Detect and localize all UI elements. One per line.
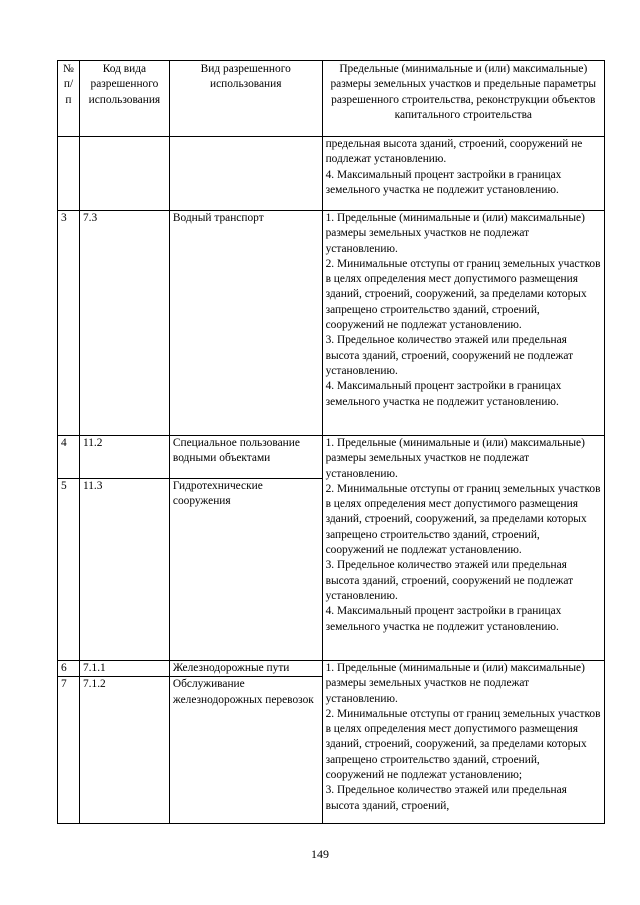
parameter-item: 1. Предельные (минимальные и (или) максимальные) размеры земельных участков не подлежат установлению. (325, 437, 585, 480)
row-number (58, 137, 80, 211)
table-row (58, 211, 605, 436)
parameter-item: предельная высота зданий, строений, сооружений не подлежат установлению. (325, 138, 583, 166)
row-code (79, 137, 169, 211)
row-code: 7.3 (79, 211, 169, 436)
parameter-item: 4. Максимальный процент застройки в границах земельного участка не подлежит установлению. (325, 168, 562, 196)
parameter-item: 3. Предельное количество этажей или предельная высота зданий, строений, сооружений не подлежат установлению. (325, 559, 574, 602)
row-parameters (322, 211, 604, 436)
row-number: 3 (58, 211, 80, 436)
table-header-row (58, 61, 605, 137)
row-number: 5 (58, 479, 80, 661)
page-number: 149 (311, 847, 329, 861)
row-number: 4 (58, 436, 80, 479)
row-use-type: Гидротехнические сооружения (169, 479, 322, 661)
row-parameters (322, 661, 604, 824)
row-code: 11.2 (79, 436, 169, 479)
row-use-type (169, 137, 322, 211)
header-number: № п/п (58, 61, 80, 137)
parameter-item: 4. Максимальный процент застройки в границах земельного участка не подлежит установлению. (325, 380, 562, 408)
row-parameters (322, 137, 604, 211)
row-use-type: Водный транспорт (169, 211, 322, 436)
table-row (58, 137, 605, 211)
header-parameters: Предельные (минимальные и (или) максимальные) размеры земельных участков и предельные параметры разрешенного строительства, реконструкции объектов капитального строительства (322, 61, 604, 137)
row-use-type: Обслуживание железнодорожных перевозок (169, 677, 322, 824)
table-row (58, 436, 605, 479)
row-use-type: Специальное пользование водными объектами (169, 436, 322, 479)
parameter-item: 3. Предельное количество этажей или предельная высота зданий, строений, (325, 784, 567, 812)
header-use-type: Вид разрешенного использования (169, 61, 322, 137)
row-code: 11.3 (79, 479, 169, 661)
parameter-item: 2. Минимальные отступы от границ земельных участков в целях определения мест допустимого размещения зданий, строений, сооружений, за пределами которых запрещено строительство зданий, строений, сооружений не подлежат установлению; (325, 707, 601, 782)
table-row (58, 661, 605, 677)
parameter-item: 1. Предельные (минимальные и (или) максимальные) размеры земельных участков не подлежат установлению. (325, 212, 585, 255)
row-use-type: Железнодорожные пути (169, 661, 322, 677)
row-code: 7.1.1 (79, 661, 169, 677)
row-parameters (322, 436, 604, 661)
row-code: 7.1.2 (79, 677, 169, 824)
parameter-item: 1. Предельные (минимальные и (или) максимальные) размеры земельных участков не подлежат установлению. (325, 662, 585, 705)
row-number: 6 (58, 661, 80, 677)
parameter-item: 2. Минимальные отступы от границ земельных участков в целях определения мест допустимого размещения зданий, строений, сооружений, за пределами которых запрещено строительство зданий, строений, сооружений не подлежат установлению. (325, 257, 601, 332)
header-code: Код вида разрешенного использования (79, 61, 169, 137)
parameter-item: 4. Максимальный процент застройки в границах земельного участка не подлежит установлению. (325, 605, 562, 633)
parameter-item: 2. Минимальные отступы от границ земельных участков в целях определения мест допустимого размещения зданий, строений, сооружений, за пределами которых запрещено строительство зданий, строений, сооружений не подлежат установлению. (325, 482, 601, 557)
row-number: 7 (58, 677, 80, 824)
regulations-table (57, 60, 605, 824)
parameter-item: 3. Предельное количество этажей или предельная высота зданий, строений, сооружений не подлежат установлению. (325, 334, 574, 377)
